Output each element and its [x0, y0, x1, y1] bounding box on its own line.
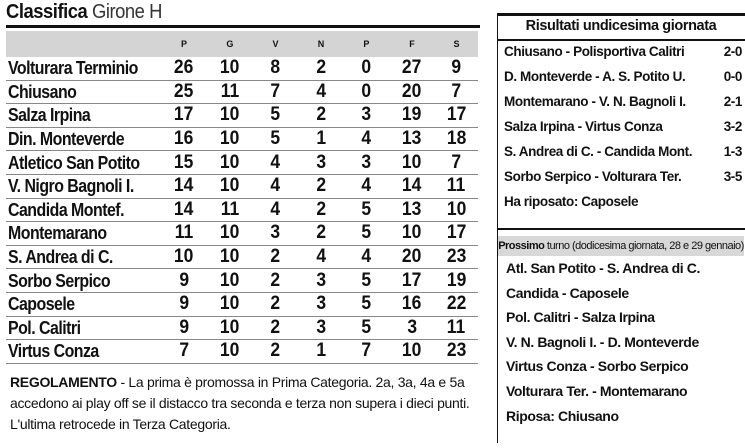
stat-n: 2 [298, 198, 343, 222]
stat-s: 23 [435, 340, 478, 364]
stat-g: 10 [207, 340, 253, 364]
stat-f: 27 [389, 57, 435, 80]
header-v: V [253, 31, 298, 57]
results-rest: Ha riposato: Caposele [504, 194, 639, 209]
stat-s: 23 [435, 245, 478, 269]
result-score: 0-0 [723, 69, 742, 84]
title-underline [6, 25, 480, 28]
result-score: 2-0 [723, 44, 742, 59]
stat-g: 10 [207, 316, 253, 340]
result-score: 2-1 [723, 94, 742, 109]
stat-v: 5 [253, 127, 298, 151]
standings-header-row [6, 31, 478, 57]
result-score: 3-5 [723, 169, 742, 184]
team-name: Montemarano [6, 222, 161, 246]
team-name: Din. Monteverde [6, 127, 161, 151]
result-row [504, 94, 742, 109]
table-row [6, 57, 478, 80]
stat-s: 7 [435, 80, 478, 104]
stat-g: 11 [207, 80, 253, 104]
team-name: Candida Montef. [6, 198, 161, 222]
stat-v: 2 [253, 316, 298, 340]
stat-f: 10 [389, 151, 435, 175]
stat-n: 4 [298, 80, 343, 104]
stat-s: 11 [435, 316, 478, 340]
stat-p: 25 [161, 80, 207, 104]
stat-l: 5 [344, 316, 389, 340]
stat-s: 7 [435, 151, 478, 175]
stat-l: 3 [344, 151, 389, 175]
stat-g: 10 [207, 127, 253, 151]
header-team [6, 31, 161, 57]
stat-s: 17 [435, 222, 478, 246]
stat-p: 15 [161, 151, 207, 175]
stat-g: 10 [207, 292, 253, 316]
next-round-title-rest: turno (dodicesima giornata, 28 e 29 gennaio) [544, 240, 744, 252]
next-round-item: Riposa: Chiusano [506, 407, 619, 424]
stat-s: 22 [435, 292, 478, 316]
stat-v: 3 [253, 222, 298, 246]
table-row [6, 316, 478, 340]
stat-s: 11 [435, 174, 478, 198]
title-group: Girone H [91, 1, 162, 23]
result-match: Salza Irpina - Virtus Conza [504, 119, 663, 134]
team-name: Virtus Conza [6, 340, 161, 364]
stat-l: 7 [344, 340, 389, 364]
result-match: S. Andrea di C. - Candida Mont. [504, 144, 693, 159]
stat-v: 8 [253, 57, 298, 80]
stat-v: 7 [253, 80, 298, 104]
stat-n: 3 [298, 316, 343, 340]
stat-v: 2 [253, 245, 298, 269]
team-name: Salza Irpina [6, 104, 161, 128]
standings-table [6, 31, 478, 364]
header-p: P [161, 31, 207, 57]
regolamento-text: - La prima è promossa in Prima Categoria. 2a, 3a, 4a e 5a accedono ai play off se il distacco tra seconda e terza non supera i dieci punti. L'ultima retrocede in Terza Categoria. [10, 374, 470, 432]
stat-l: 5 [344, 269, 389, 293]
stat-v: 4 [253, 174, 298, 198]
stat-f: 16 [389, 292, 435, 316]
team-name: Pol. Calitri [6, 316, 161, 340]
stat-f: 17 [389, 269, 435, 293]
stat-g: 10 [207, 57, 253, 80]
result-match: Sorbo Serpico - Volturara Ter. [504, 169, 682, 184]
stat-p: 14 [161, 174, 207, 198]
table-row [6, 151, 478, 175]
header-lost: P [344, 31, 389, 57]
header-s: S [435, 31, 478, 57]
stat-s: 19 [435, 269, 478, 293]
result-score: 1-3 [723, 144, 742, 159]
stat-g: 10 [207, 174, 253, 198]
next-round-item: Pol. Calitri - Salza Irpina [506, 309, 655, 326]
stat-g: 10 [207, 151, 253, 175]
table-row [6, 174, 478, 198]
stat-f: 13 [389, 198, 435, 222]
stat-n: 3 [298, 292, 343, 316]
stat-v: 2 [253, 269, 298, 293]
stat-v: 5 [253, 104, 298, 128]
header-n: N [298, 31, 343, 57]
team-name: Atletico San Potito [6, 151, 161, 175]
regolamento-label: REGOLAMENTO [10, 374, 117, 390]
stat-n: 3 [298, 151, 343, 175]
stat-f: 14 [389, 174, 435, 198]
stat-f: 19 [389, 104, 435, 128]
stat-n: 3 [298, 269, 343, 293]
stat-g: 10 [207, 245, 253, 269]
stat-p: 16 [161, 127, 207, 151]
stat-s: 9 [435, 57, 478, 80]
next-round-title [498, 236, 744, 256]
stat-g: 11 [207, 198, 253, 222]
stat-p: 17 [161, 104, 207, 128]
stat-f: 3 [389, 316, 435, 340]
stat-g: 10 [207, 104, 253, 128]
stat-l: 0 [344, 80, 389, 104]
results-title-rule [498, 39, 745, 41]
team-name: Sorbo Serpico [6, 269, 161, 293]
team-name: Volturara Terminio [6, 57, 161, 80]
stat-f: 13 [389, 127, 435, 151]
result-match: Chiusano - Polisportiva Calitri [504, 44, 685, 59]
stat-n: 2 [298, 104, 343, 128]
team-name: Chiusano [6, 80, 161, 104]
stat-f: 20 [389, 245, 435, 269]
stat-f: 10 [389, 222, 435, 246]
result-row [504, 119, 742, 134]
results-top-rule [498, 13, 745, 16]
result-row [504, 169, 742, 184]
next-round-item: V. N. Bagnoli I. - D. Monteverde [506, 333, 699, 350]
stat-p: 26 [161, 57, 207, 80]
stat-n: 2 [298, 174, 343, 198]
next-top-rule [498, 228, 745, 230]
next-round-item: Candida - Caposele [506, 284, 629, 301]
title-main: Classifica [6, 1, 88, 23]
result-row [504, 69, 742, 84]
stat-n: 2 [298, 222, 343, 246]
stat-p: 9 [161, 316, 207, 340]
stat-g: 10 [207, 269, 253, 293]
table-row [6, 340, 478, 364]
stat-n: 1 [298, 127, 343, 151]
stat-n: 1 [298, 340, 343, 364]
table-row [6, 245, 478, 269]
stat-l: 0 [344, 57, 389, 80]
stat-g: 10 [207, 222, 253, 246]
stat-v: 4 [253, 151, 298, 175]
next-round-item: Atl. San Potito - S. Andrea di C. [506, 260, 700, 276]
stat-l: 3 [344, 104, 389, 128]
stat-l: 4 [344, 127, 389, 151]
table-row [6, 80, 478, 104]
header-g: G [207, 31, 253, 57]
stat-v: 2 [253, 340, 298, 364]
table-row [6, 104, 478, 128]
stat-p: 9 [161, 269, 207, 293]
stat-p: 9 [161, 292, 207, 316]
stat-p: 11 [161, 222, 207, 246]
stat-l: 5 [344, 198, 389, 222]
stat-p: 10 [161, 245, 207, 269]
table-row [6, 222, 478, 246]
regolamento [10, 372, 480, 435]
table-row [6, 269, 478, 293]
stat-l: 5 [344, 222, 389, 246]
stat-l: 5 [344, 292, 389, 316]
result-row [504, 44, 742, 59]
stat-s: 10 [435, 198, 478, 222]
next-round-title-bold: Prossimo [498, 240, 545, 252]
standings-body [6, 57, 478, 363]
table-row [6, 198, 478, 222]
header-f: F [389, 31, 435, 57]
stat-s: 18 [435, 127, 478, 151]
stat-l: 4 [344, 174, 389, 198]
result-row [504, 144, 742, 159]
stat-f: 10 [389, 340, 435, 364]
table-row [6, 127, 478, 151]
stat-f: 20 [389, 80, 435, 104]
result-match: D. Monteverde - A. S. Potito U. [504, 69, 686, 84]
team-name: S. Andrea di C. [6, 245, 161, 269]
stat-l: 4 [344, 245, 389, 269]
stat-n: 2 [298, 57, 343, 80]
stat-v: 2 [253, 292, 298, 316]
stat-p: 14 [161, 198, 207, 222]
next-round-item: Volturara Ter. - Montemarano [506, 383, 688, 399]
result-match: Montemarano - V. N. Bagnoli I. [504, 94, 686, 109]
stat-v: 4 [253, 198, 298, 222]
table-row [6, 292, 478, 316]
results-title: Risultati undicesima giornata [525, 18, 717, 34]
page-title [6, 1, 162, 24]
next-round-item: Virtus Conza - Sorbo Serpico [506, 358, 689, 375]
stat-n: 4 [298, 245, 343, 269]
stat-s: 17 [435, 104, 478, 128]
result-score: 3-2 [723, 119, 742, 134]
stat-p: 7 [161, 340, 207, 364]
team-name: V. Nigro Bagnoli I. [6, 174, 161, 198]
team-name: Caposele [6, 292, 161, 316]
